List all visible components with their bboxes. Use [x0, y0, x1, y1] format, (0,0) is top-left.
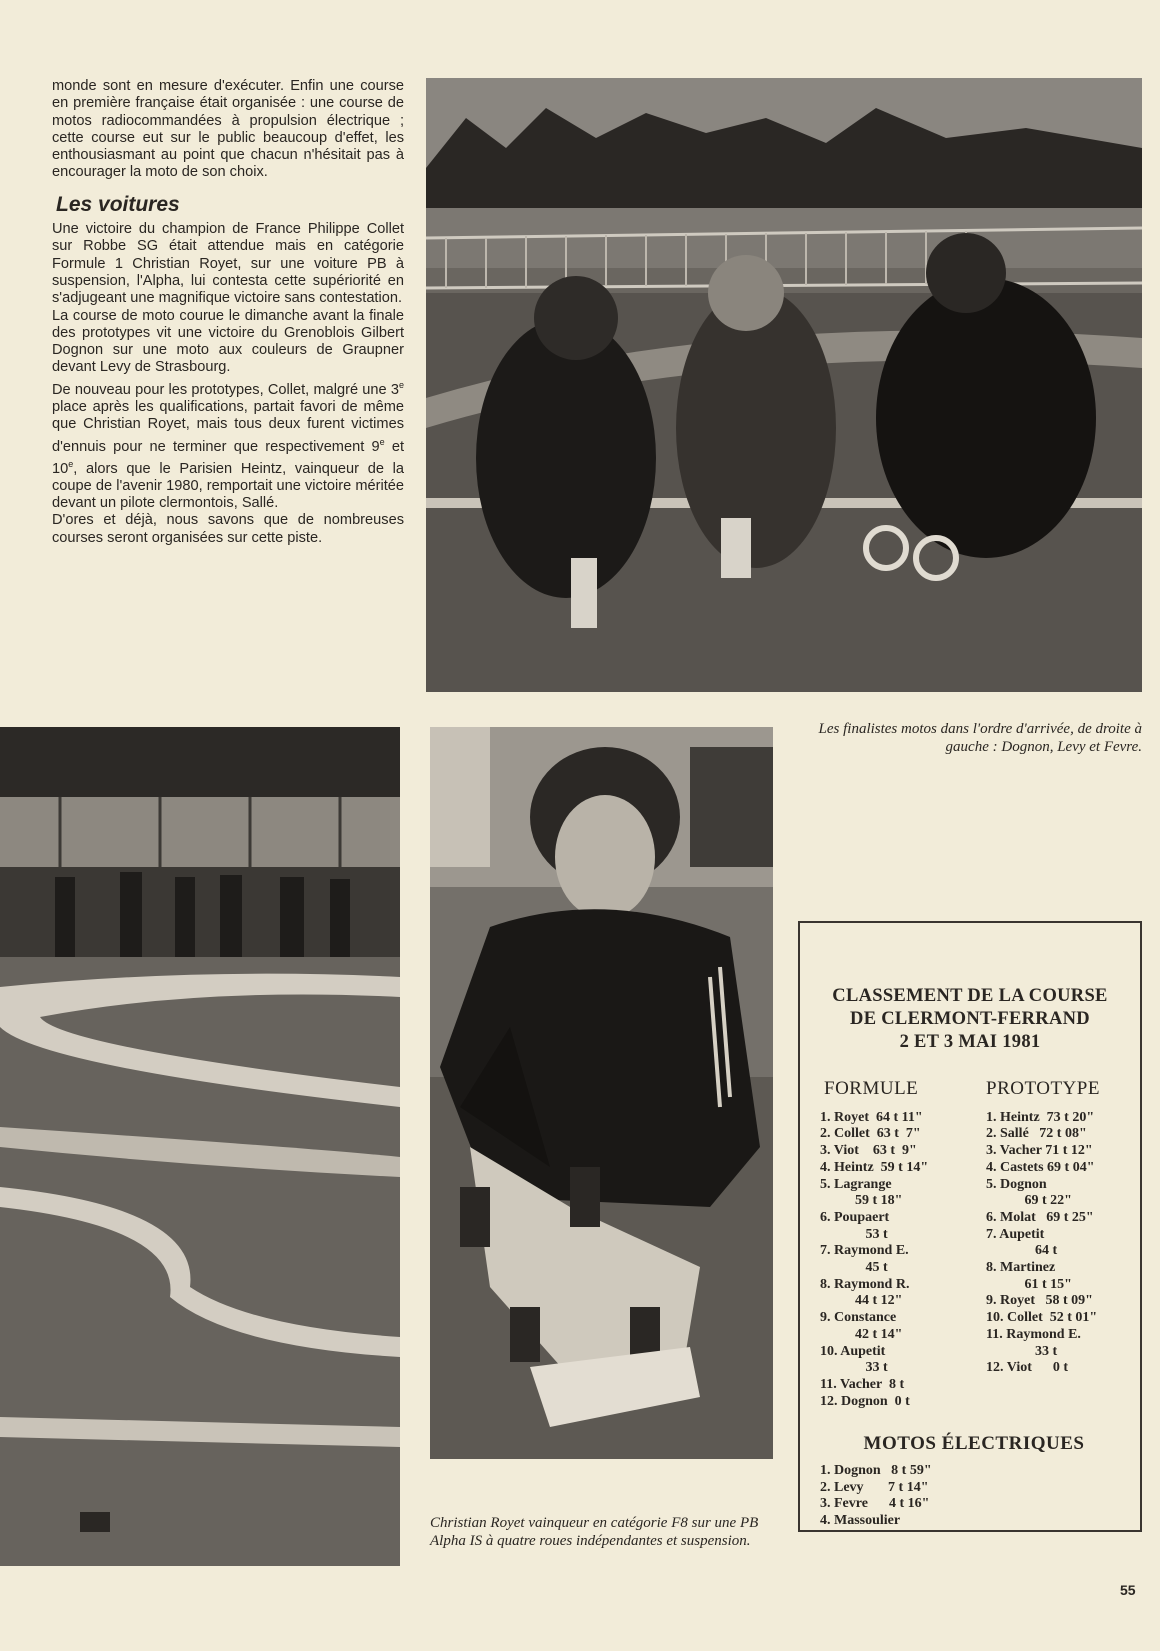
motos-list — [820, 1463, 1120, 1530]
track-photo — [0, 727, 400, 1566]
result-row: 4. Castets 69 t 04" — [986, 1159, 1095, 1175]
result-row: 12. Viot 0 t — [986, 1360, 1069, 1376]
finalists-caption: Les finalistes motos dans l'ordre d'arrivée, de droite à gauche : Dognon, Levy et Fevre. — [818, 721, 1142, 755]
result-row: 45 t — [820, 1260, 888, 1276]
royet-photo — [430, 727, 773, 1459]
result-row: 2. Collet 63 t 7" — [820, 1126, 921, 1142]
article-paragraph: D'ores et déjà, nous savons que de nombreuses courses seront organisées sur cette piste. — [52, 512, 404, 546]
result-row: 64 t — [986, 1243, 1058, 1259]
result-row: 6. Poupaert — [820, 1209, 890, 1225]
finalists-photo — [426, 78, 1142, 692]
article-paragraph: monde sont en mesure d'exécuter. Enfin une course en première française était organisée : une course de motos radiocommandées à propulsion électrique ; cette course eut sur le public beaucoup d'effet, les enthousiasmant au point que chacun n'hésitait pas à encourager la moto de son choix. — [52, 78, 404, 181]
result-row: 11. Raymond E. — [986, 1326, 1081, 1342]
result-row: 44 t 12" — [820, 1293, 903, 1309]
prototype-heading: PROTOTYPE — [986, 1078, 1100, 1099]
result-row: 42 t 14" — [820, 1326, 903, 1342]
result-row: 9. Constance — [820, 1310, 897, 1326]
motos-section — [820, 1433, 1120, 1530]
result-row: 9. Royet 58 t 09" — [986, 1293, 1093, 1309]
result-row: 8. Martinez — [986, 1260, 1056, 1276]
result-row: 1. Heintz 73 t 20" — [986, 1109, 1095, 1125]
result-row: 4. Massoulier — [820, 1513, 901, 1529]
result-row: 33 t — [820, 1360, 888, 1376]
result-row: 6. Molat 69 t 25" — [986, 1209, 1094, 1225]
result-row: 10. Collet 52 t 01" — [986, 1310, 1098, 1326]
result-row: 5. Lagrange — [820, 1176, 892, 1192]
result-row: 61 t 15" — [986, 1276, 1072, 1292]
section-heading: Les voitures — [56, 192, 180, 216]
result-row: 3. Fevre 4 t 16" — [820, 1496, 930, 1512]
result-row: 10. Aupetit — [820, 1343, 886, 1359]
page-number: 55 — [1120, 1582, 1136, 1598]
result-row: 53 t — [820, 1226, 888, 1242]
result-row: 2. Sallé 72 t 08" — [986, 1126, 1087, 1142]
article-paragraph: Une victoire du champion de France Philippe Collet sur Robbe SG était attendue mais en catégorie Formule 1 Christian Royet, sur une voiture PB à suspension, l'Alpha, lui contesta cette supériorité en s'adjugeant une magnifique victoire sans contestation. — [52, 221, 404, 307]
result-row: 7. Raymond E. — [820, 1243, 909, 1259]
article-paragraph: De nouveau pour les prototypes, Collet, malgré une 3e place après les qualifications, partait favori de même que Christian Royet, mais tous deux furent victimes d'ennuis pour ne terminer que respectivement 9e et 10e, alors que le Parisien Heintz, vainqueur de la coupe de l'avenir 1980, remportait une victoire méritée devant un pilote clermontois, Sallé. — [52, 379, 404, 512]
result-row: 5. Dognon — [986, 1176, 1047, 1192]
result-row: 11. Vacher 8 t — [820, 1376, 905, 1392]
results-title: CLASSEMENT DE LA COURSE DE CLERMONT-FERRAND 2 ET 3 MAI 1981 — [832, 986, 1108, 1052]
formule-heading: FORMULE — [824, 1078, 919, 1099]
article-paragraph: La course de moto courue le dimanche avant la finale des prototypes vit une victoire du Grenoblois Gilbert Dognon sur une moto aux couleurs de Graupner devant Levy de Strasbourg. — [52, 307, 404, 376]
result-row: 7. Aupetit — [986, 1226, 1045, 1242]
motos-heading: MOTOS ÉLECTRIQUES — [863, 1433, 1085, 1454]
result-row: 4. Heintz 59 t 14" — [820, 1159, 929, 1175]
prototype-list — [986, 1110, 1146, 1377]
result-row: 3. Vacher 71 t 12" — [986, 1143, 1093, 1159]
result-row: 8. Raymond R. — [820, 1276, 910, 1292]
result-row: 12. Dognon 0 t — [820, 1393, 910, 1409]
result-row: 1. Royet 64 t 11" — [820, 1109, 923, 1125]
result-row: 2. Levy 7 t 14" — [820, 1479, 929, 1495]
result-row: 59 t 18" — [820, 1193, 903, 1209]
result-row: 3. Viot 63 t 9" — [820, 1143, 917, 1159]
prototype-column — [986, 1078, 1146, 1377]
formule-column — [820, 1078, 980, 1410]
result-row: 69 t 22" — [986, 1193, 1072, 1209]
result-row: 1. Dognon 8 t 59" — [820, 1463, 932, 1478]
article-column — [52, 78, 404, 547]
formule-list — [820, 1110, 980, 1411]
royet-caption: Christian Royet vainqueur en catégorie F8 sur une PB Alpha IS à quatre roues indépendantes et suspension. — [430, 1515, 759, 1549]
results-box — [798, 921, 1142, 1532]
result-row: 33 t — [986, 1343, 1058, 1359]
